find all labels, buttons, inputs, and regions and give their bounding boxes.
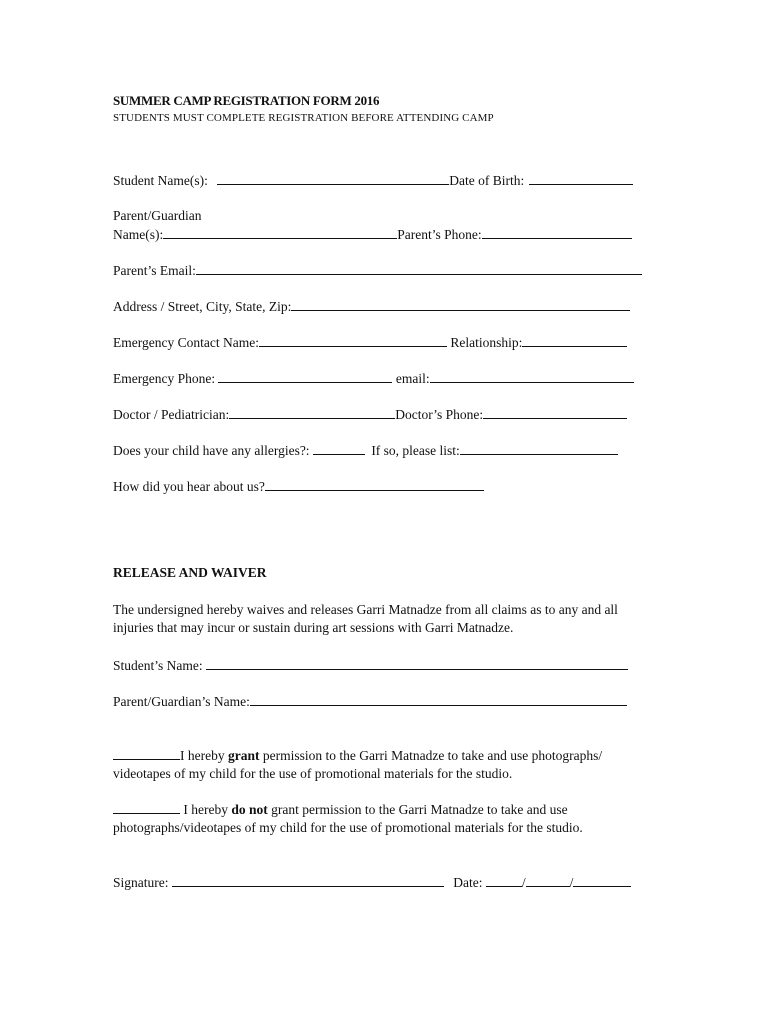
release-text: The undersigned hereby waives and releases Garri Matnadze from all claims as to any and all injuries that may incur or sustain during art sessions with Garri Matnadze. xyxy=(113,602,618,635)
deny-text-bold: do not xyxy=(231,802,268,817)
signature-field[interactable] xyxy=(172,873,444,887)
emergency-phone-label: Emergency Phone: xyxy=(113,371,216,386)
parent-names-row xyxy=(113,225,632,244)
heard-about-row xyxy=(113,477,484,496)
student-names-row xyxy=(113,171,633,190)
emergency-phone-row xyxy=(113,369,634,388)
emergency-phone-field[interactable] xyxy=(218,369,392,383)
address-row xyxy=(113,297,630,316)
heard-about-label: How did you hear about us? xyxy=(113,479,265,494)
grant-text-post: permission to the Garri Matnadze to take and use photographs/ videotapes of my child for the use of promotional materials for the studio. xyxy=(113,748,603,781)
release-parent-label: Parent/Guardian’s Name: xyxy=(113,694,250,709)
doctor-phone-label: Doctor’s Phone: xyxy=(395,407,484,422)
date-month-field[interactable] xyxy=(486,873,522,887)
student-names-field[interactable] xyxy=(217,171,449,185)
date-sep-1: / xyxy=(521,875,526,890)
deny-initials-field[interactable] xyxy=(113,800,180,814)
allergies-list-field[interactable] xyxy=(460,441,618,455)
date-label: Date: xyxy=(453,875,483,890)
emergency-contact-row xyxy=(113,333,627,352)
grant-text-bold: grant xyxy=(227,748,260,763)
emergency-name-label: Emergency Contact Name: xyxy=(113,335,259,350)
parent-email-field[interactable] xyxy=(196,261,642,275)
release-parent-row xyxy=(113,692,627,711)
release-student-field[interactable] xyxy=(206,656,628,670)
grant-initials-field[interactable] xyxy=(113,746,180,760)
student-names-label: Student Name(s): xyxy=(113,173,208,188)
deny-text-post: grant permission to the Garri Matnadze to take and use photographs/videotapes of my child for the use of promotional materials for the studio. xyxy=(113,802,583,835)
dob-label: Date of Birth: xyxy=(449,173,525,188)
parent-phone-label: Parent’s Phone: xyxy=(397,227,482,242)
allergies-answer-field[interactable] xyxy=(313,441,365,455)
relationship-field[interactable] xyxy=(522,333,627,347)
email-label: email: xyxy=(395,371,430,386)
date-year-field[interactable] xyxy=(573,873,631,887)
grant-permission-paragraph xyxy=(113,746,658,783)
address-field[interactable] xyxy=(291,297,630,311)
deny-text-pre: I hereby xyxy=(183,802,232,817)
allergies-list-label: If so, please list: xyxy=(371,443,460,458)
release-student-label: Student’s Name: xyxy=(113,658,203,673)
allergies-question: Does your child have any allergies?: xyxy=(113,443,310,458)
heard-about-field[interactable] xyxy=(265,477,484,491)
parent-email-row xyxy=(113,261,642,280)
parent-names-label: Name(s): xyxy=(113,227,164,242)
parent-email-label: Parent’s Email: xyxy=(113,263,196,278)
form-title: SUMMER CAMP REGISTRATION FORM 2016 xyxy=(113,93,380,108)
dob-field[interactable] xyxy=(529,171,633,185)
relationship-label: Relationship: xyxy=(450,335,523,350)
form-subtitle: STUDENTS MUST COMPLETE REGISTRATION BEFORE ATTENDING CAMP xyxy=(113,112,494,124)
parent-label-line1: Parent/Guardian xyxy=(113,208,202,223)
doctor-field[interactable] xyxy=(229,405,395,419)
release-heading: RELEASE AND WAIVER xyxy=(113,565,267,580)
release-student-row xyxy=(113,656,628,675)
date-day-field[interactable] xyxy=(526,873,570,887)
parent-names-field[interactable] xyxy=(163,225,397,239)
email-field[interactable] xyxy=(430,369,634,383)
grant-text-pre: I hereby xyxy=(180,748,228,763)
signature-label: Signature: xyxy=(113,875,169,890)
doctor-row xyxy=(113,405,627,424)
allergies-row xyxy=(113,441,618,460)
emergency-name-field[interactable] xyxy=(259,333,447,347)
doctor-phone-field[interactable] xyxy=(483,405,627,419)
deny-permission-paragraph xyxy=(113,800,658,837)
address-label: Address / Street, City, State, Zip: xyxy=(113,299,292,314)
parent-phone-field[interactable] xyxy=(482,225,632,239)
doctor-label: Doctor / Pediatrician: xyxy=(113,407,230,422)
date-sep-2: / xyxy=(569,875,574,890)
signature-row xyxy=(113,873,631,892)
release-parent-field[interactable] xyxy=(250,692,627,706)
